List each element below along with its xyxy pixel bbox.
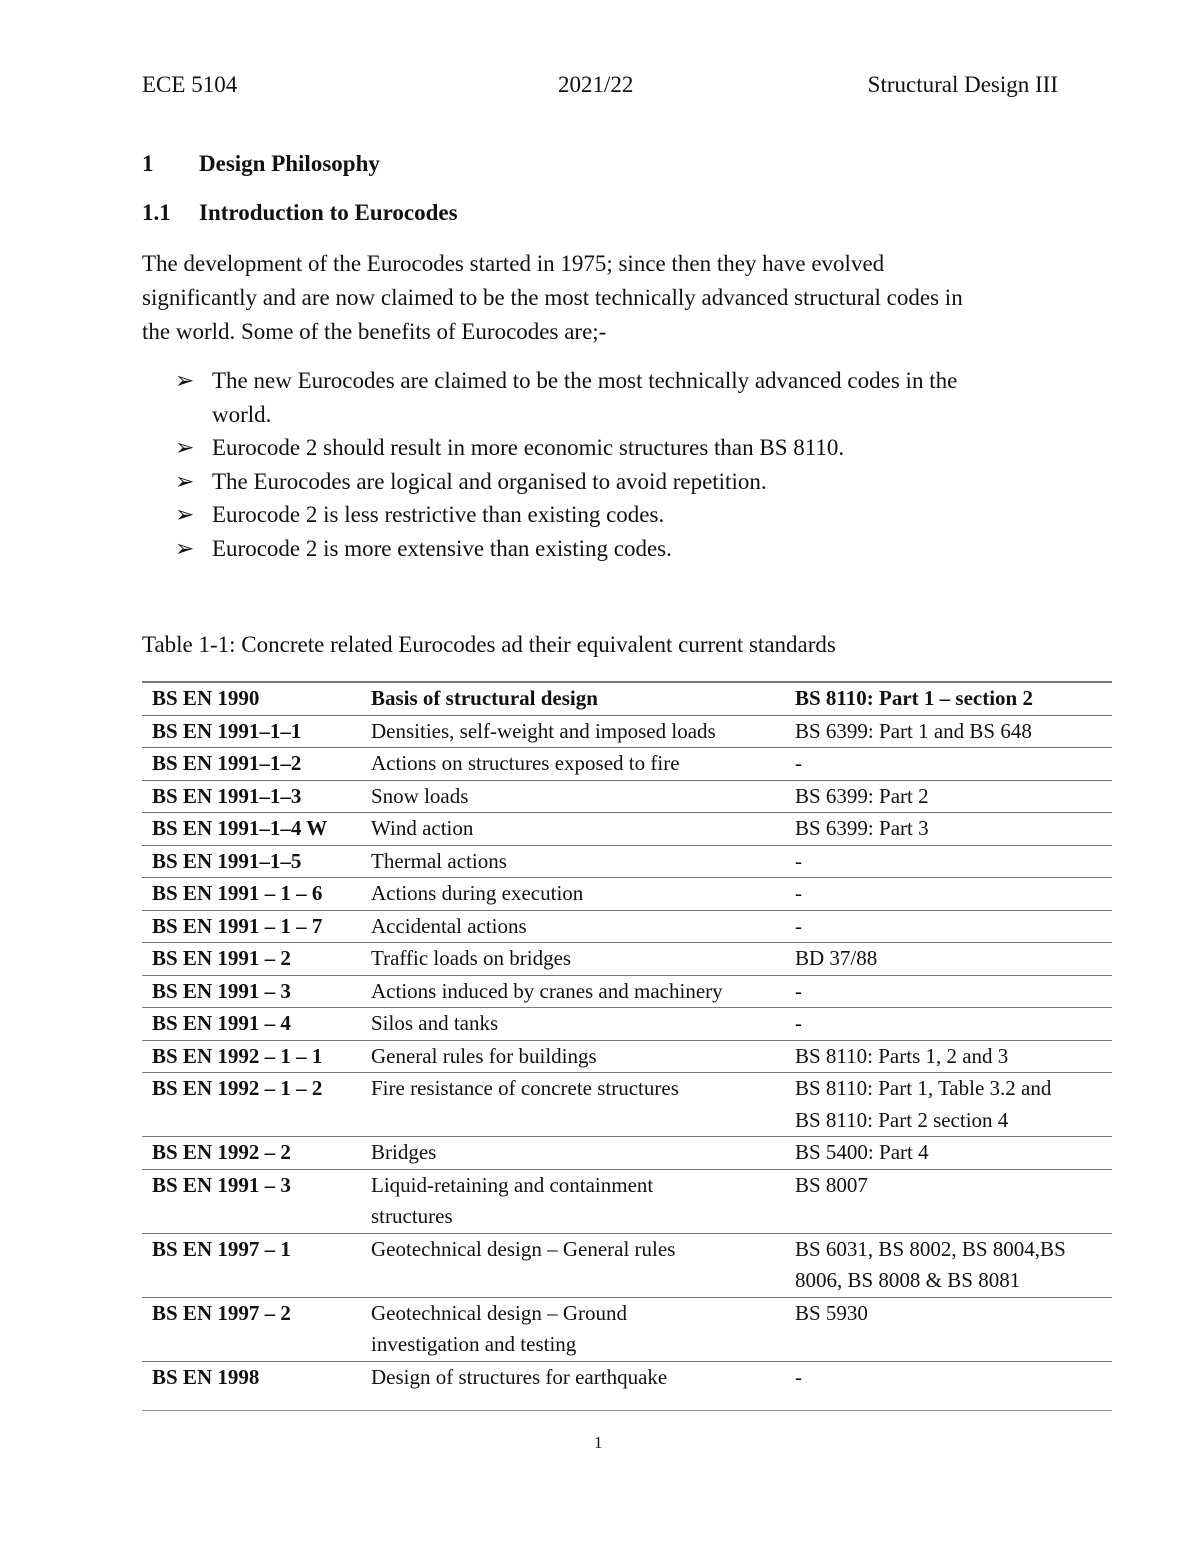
cell-line: General rules for buildings [371,1043,597,1068]
cell-line: BS 8007 [795,1172,868,1197]
cell-code: BS EN 1992 – 1 – 1 [142,1040,361,1073]
cell-code: BS EN 1991 – 4 [142,1008,361,1041]
table-row [142,975,1112,1008]
cell-line: Actions on structures exposed to fire [371,751,680,775]
table-caption: Table 1-1: Concrete related Eurocodes ad their equivalent current standards [142,632,836,657]
cell-desc [361,1040,785,1073]
cell-equiv [785,975,1112,1008]
header-cell-code: BS EN 1990 [142,682,361,715]
cell-line: BS 6399: Part 1 and BS 648 [795,718,1032,743]
table-row [142,748,1112,781]
cell-line: - [795,978,802,1003]
cell-equiv [785,845,1112,878]
table-header-row [142,682,1112,715]
header-cell-desc: Basis of structural design [361,682,785,715]
cell-equiv [785,1040,1112,1073]
cell-line: BS 6031, BS 8002, BS 8004,BS [795,1236,1066,1261]
intro-line: significantly and are now claimed to be the most technically advanced structural codes in [142,285,963,310]
cell-line: - [795,1011,802,1035]
cell-equiv [785,715,1112,748]
cell-line: structures [371,1204,453,1228]
footer-divider [142,1410,1112,1411]
cell-line: - [795,913,802,938]
bullet-line: The Eurocodes are logical and organised to avoid repetition. [212,468,767,494]
benefits-list [175,364,957,565]
bullet-line: Eurocode 2 is less restrictive than existing codes. [212,502,665,527]
cell-code: BS EN 1991–1–5 [142,845,361,878]
table-row [142,1169,1112,1233]
intro-line: the world. Some of the benefits of Eurocodes are;- [142,319,607,344]
cell-desc [361,1169,785,1233]
cell-line: 8006, BS 8008 & BS 8081 [795,1268,1021,1292]
table-row [142,715,1112,748]
bullet-line: The new Eurocodes are claimed to be the most technically advanced codes in the [212,368,958,393]
bullet-line: world. [212,401,272,427]
cell-code: BS EN 1992 – 2 [142,1137,361,1170]
cell-code: BS EN 1991 – 1 – 6 [142,878,361,911]
cell-equiv [785,1233,1112,1297]
cell-code: BS EN 1991 – 3 [142,975,361,1008]
subsection-number: 1.1 [142,200,171,225]
cell-equiv [785,943,1112,976]
table-row [142,910,1112,943]
cell-desc [361,1137,785,1170]
cell-equiv [785,1137,1112,1170]
cell-line: - [795,751,802,775]
cell-line: Snow loads [371,783,469,808]
cell-line: Geotechnical design – General rules [371,1236,676,1261]
cell-desc [361,910,785,943]
header-title: Structural Design III [867,72,1058,97]
cell-line: Silos and tanks [371,1011,499,1035]
cell-desc [361,975,785,1008]
cell-line: - [795,1364,802,1389]
cell-desc [361,1233,785,1297]
cell-code: BS EN 1997 – 1 [142,1233,361,1297]
arrowhead-bullet-icon: ➢ [175,502,195,527]
table-body [142,682,1112,1393]
cell-line: Geotechnical design – Ground [371,1300,628,1325]
cell-equiv [785,1361,1112,1393]
cell-code: BS EN 1998 [152,1364,260,1389]
table-row [142,1137,1112,1170]
cell-line: Design of structures for earthquake [371,1364,668,1389]
cell-line: Wind action [371,816,474,840]
bullet-line: Eurocode 2 should result in more economic structures than BS 8110. [212,435,845,460]
cell-equiv [785,878,1112,911]
table-row [142,1008,1112,1041]
cell-desc [361,1073,785,1137]
page-number: 1 [594,1433,603,1452]
header-cell-equiv: BS 8110: Part 1 – section 2 [785,682,1112,715]
cell-desc [361,813,785,846]
list-item [175,364,957,431]
cell-desc [361,943,785,976]
cell-code: BS EN 1991 – 3 [142,1169,361,1233]
cell-code: BS EN 1991 – 2 [142,943,361,976]
cell-line: BS 6399: Part 3 [795,816,929,840]
table-row [142,1040,1112,1073]
intro-paragraph [142,247,1072,349]
section-heading [142,151,380,177]
cell-line: BD 37/88 [795,946,878,970]
table-row [142,1297,1112,1361]
table-row [142,813,1112,846]
bullet-line: Eurocode 2 is more extensive than existing codes. [212,535,672,561]
cell-line: investigation and testing [371,1332,577,1356]
table-row [142,1073,1112,1137]
cell-desc [361,1297,785,1361]
cell-line: - [795,881,802,905]
cell-equiv [785,780,1112,813]
cell-desc [361,1361,785,1393]
cell-line: Bridges [371,1140,437,1164]
table-row [142,1233,1112,1297]
cell-line: Densities, self-weight and imposed loads [371,718,716,743]
table-row [142,1361,1112,1393]
section-number: 1 [142,151,154,176]
cell-line: BS 5400: Part 4 [795,1140,929,1164]
cell-code: BS EN 1991–1–4 W [142,813,361,846]
cell-code: BS EN 1991–1–3 [142,780,361,813]
table-row [142,878,1112,911]
intro-line: The development of the Eurocodes started in 1975; since then they have evolved [142,251,885,276]
cell-code: BS EN 1991–1–2 [142,748,361,781]
cell-desc [361,715,785,748]
cell-equiv [785,910,1112,943]
arrowhead-bullet-icon: ➢ [175,435,195,460]
eurocodes-table [142,681,1112,1393]
cell-line: BS 8110: Part 1, Table 3.2 and [795,1076,1052,1100]
list-item [175,431,957,465]
cell-equiv [785,748,1112,781]
arrowhead-bullet-icon: ➢ [175,468,195,494]
cell-equiv [785,1073,1112,1137]
cell-desc [361,878,785,911]
cell-line: Actions during execution [371,881,584,905]
arrowhead-bullet-icon: ➢ [175,368,195,393]
cell-line: BS 5930 [795,1300,868,1325]
cell-equiv [785,813,1112,846]
subsection-title: Introduction to Eurocodes [199,200,458,225]
subsection-heading [142,200,458,226]
cell-line: Liquid-retaining and containment [371,1172,654,1197]
cell-line: Fire resistance of concrete structures [371,1076,679,1100]
cell-code: BS EN 1991 – 1 – 7 [142,910,361,943]
table-row [142,780,1112,813]
cell-line: BS 6399: Part 2 [795,783,929,808]
cell-line: Thermal actions [371,848,507,873]
list-item [175,498,957,532]
cell-line: Accidental actions [371,913,527,938]
arrowhead-bullet-icon: ➢ [175,535,195,561]
cell-code: BS EN 1992 – 1 – 2 [142,1073,361,1137]
cell-line: Traffic loads on bridges [371,946,572,970]
header-year: 2021/22 [558,72,634,97]
cell-equiv [785,1008,1112,1041]
cell-code: BS EN 1991–1–1 [142,715,361,748]
cell-line: BS 8110: Parts 1, 2 and 3 [795,1043,1009,1068]
list-item [175,465,957,499]
list-item [175,532,957,566]
table-row [142,845,1112,878]
cell-desc [361,748,785,781]
cell-code: BS EN 1997 – 2 [142,1297,361,1361]
cell-line: - [795,848,802,873]
cell-desc [361,845,785,878]
cell-equiv [785,1297,1112,1361]
section-title: Design Philosophy [199,151,380,176]
cell-desc [361,1008,785,1041]
table-row [142,943,1112,976]
cell-line: Actions induced by cranes and machinery [371,978,723,1003]
header-course: ECE 5104 [142,72,238,97]
cell-line: BS 8110: Part 2 section 4 [795,1107,1009,1132]
cell-desc [361,780,785,813]
cell-equiv [785,1169,1112,1233]
